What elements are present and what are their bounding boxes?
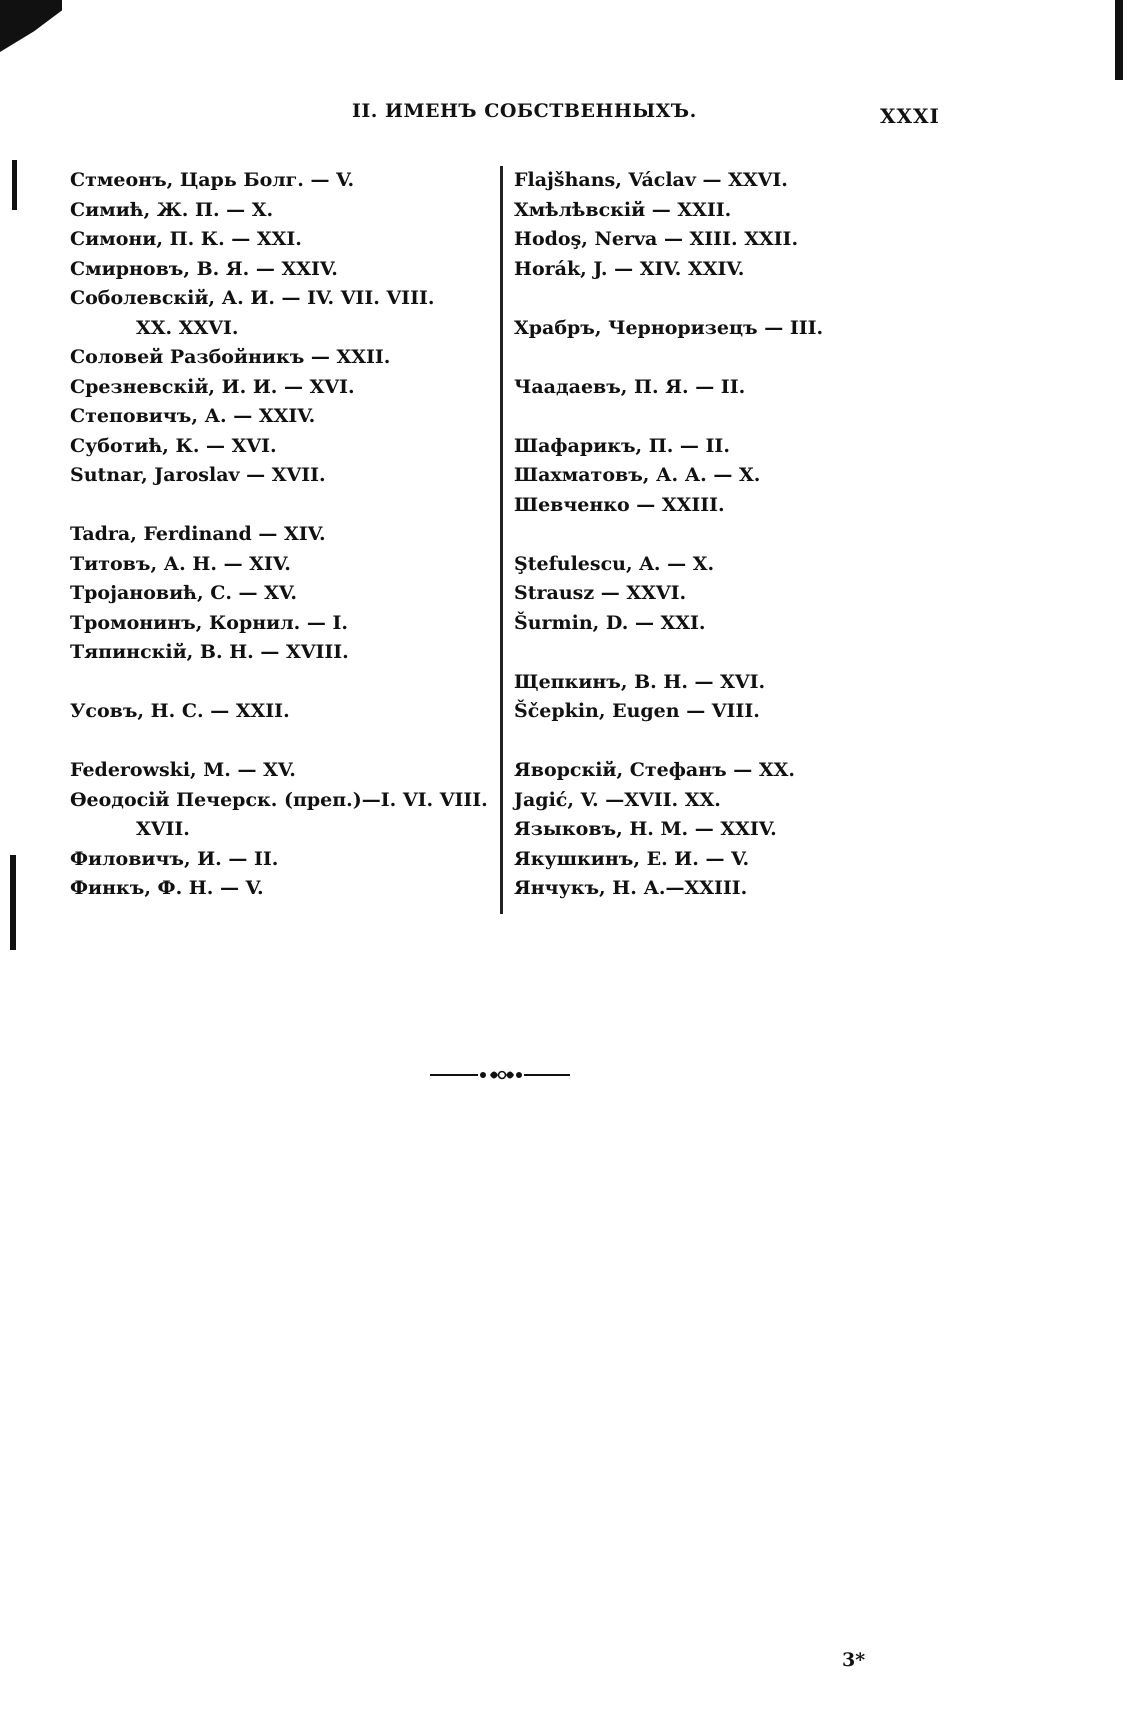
entry-gap — [70, 668, 490, 698]
index-entry: Hodoş, Nerva — XIII. XXII. — [514, 228, 799, 250]
index-entry: Смирновъ, В. Я. — XXIV. — [70, 257, 338, 280]
signature-mark: 3* — [842, 1649, 866, 1671]
index-entry: Шевченко — XXIII. — [514, 493, 725, 516]
index-entry: Šurmin, D. — XXI. — [514, 611, 706, 634]
index-entry: Ščepkin, Eugen — VIII. — [514, 700, 760, 722]
index-entry: Суботић, К. — XVI. — [70, 434, 277, 457]
page-number: XXXI — [880, 104, 940, 128]
entry-gap — [70, 491, 490, 521]
column-divider — [500, 166, 503, 914]
entry-gap — [514, 284, 934, 314]
index-entry: Храбръ, Черноризецъ — III. — [514, 316, 824, 339]
index-entry: Титовъ, А. Н. — XIV. — [70, 552, 291, 575]
index-entry: XVII. — [136, 818, 190, 840]
index-entry: Щепкинъ, В. Н. — XVI. — [514, 670, 766, 693]
index-entry: Sutnar, Jaroslav — XVII. — [70, 464, 326, 486]
running-head: II. ИМЕНЪ СОБСТВЕННЫХЪ. — [352, 100, 697, 122]
index-entry: Якушкинъ, Е. И. — V. — [514, 847, 750, 870]
index-entry: Симони, П. К. — XXI. — [70, 228, 302, 250]
scan-mark-left-edge — [12, 160, 17, 210]
entry-gap — [514, 638, 934, 668]
right-index-column — [514, 166, 934, 904]
index-entry: Финкъ, Ф. Н. — V. — [70, 877, 264, 899]
scan-mark-top-right — [1115, 0, 1123, 80]
index-entry: Jagić, V. —XVII. XX. — [514, 788, 721, 811]
index-entry: Strausz — XXVI. — [514, 582, 687, 604]
index-entry: Federowski, M. — XV. — [70, 759, 296, 781]
entry-gap — [514, 402, 934, 432]
index-entry: Усовъ, Н. С. — XXII. — [70, 700, 290, 722]
index-entry: Чаадаевъ, П. Я. — II. — [514, 375, 746, 398]
entry-gap — [514, 343, 934, 373]
index-entry: Соболевскій, А. И. — IV. VII. VIII. — [70, 287, 435, 309]
index-entry: Соловей Разбойникъ — XXII. — [70, 346, 391, 368]
entry-gap — [514, 727, 934, 757]
index-entry: Тројановић, С. — XV. — [70, 582, 297, 604]
index-entry: Flajšhans, Václav — XXVI. — [514, 169, 788, 191]
entry-gap — [514, 520, 934, 550]
index-entry: Языковъ, Н. М. — XXIV. — [514, 818, 777, 840]
index-entry: Стмеонъ, Царь Болг. — V. — [70, 169, 355, 191]
index-entry: Срезневскій, И. И. — XVI. — [70, 375, 355, 398]
end-ornament — [430, 1068, 570, 1082]
index-entry: Тяпинскій, В. Н. — XVIII. — [70, 641, 349, 663]
index-entry: Симић, Ж. П. — X. — [70, 198, 274, 221]
index-entry: Horák, J. — XIV. XXIV. — [514, 257, 745, 280]
scan-mark-top-left — [0, 0, 62, 52]
index-entry: Степовичъ, А. — XXIV. — [70, 405, 316, 427]
index-entry: Ѳеодосій Печерск. (преп.)—I. VI. VIII. — [70, 788, 488, 811]
entry-gap — [70, 727, 490, 757]
index-entry: Тромонинъ, Корнил. — I. — [70, 611, 348, 634]
index-entry: Шафарикъ, П. — II. — [514, 434, 730, 457]
index-entry: Яворскій, Стефанъ — XX. — [514, 759, 795, 781]
scan-mark-left-lower — [10, 855, 16, 950]
index-entry: Ştefulescu, A. — X. — [514, 552, 715, 575]
left-index-column — [70, 166, 490, 904]
index-entry: Филовичъ, И. — II. — [70, 847, 279, 870]
index-entry: XX. XXVI. — [136, 316, 239, 339]
index-entry: Янчукъ, Н. А.—XXIII. — [514, 877, 748, 899]
index-entry: Tadra, Ferdinand — XIV. — [70, 523, 326, 545]
index-entry: Хмѣлѣвскій — XXII. — [514, 198, 732, 221]
index-entry: Шахматовъ, А. А. — X. — [514, 464, 761, 486]
